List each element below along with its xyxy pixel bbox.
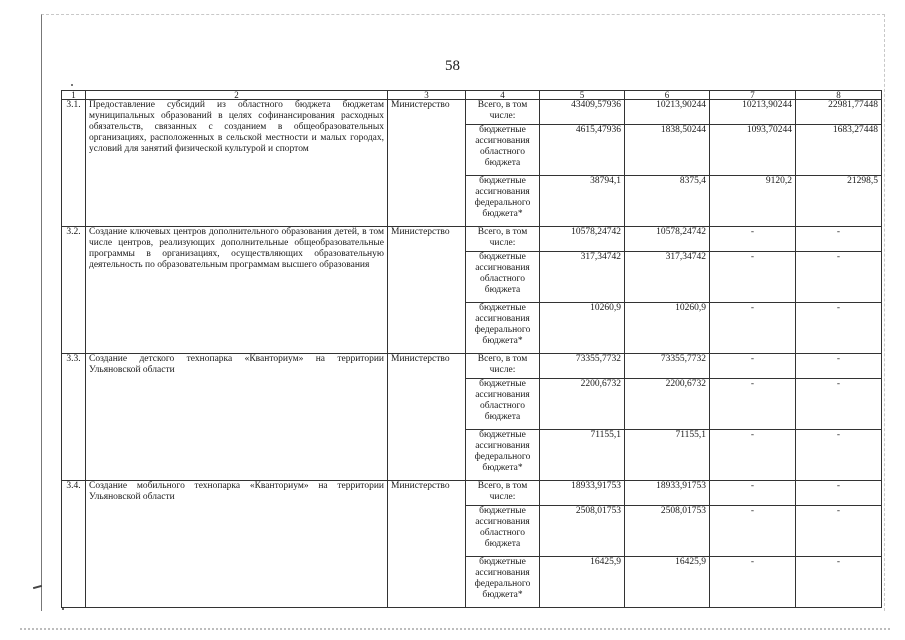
column-number: 3 xyxy=(388,91,466,100)
column-number: 8 xyxy=(796,91,882,100)
table-row xyxy=(62,100,882,125)
funding-amount-c7: - xyxy=(710,252,796,303)
funding-amount-c7: - xyxy=(710,354,796,379)
item-description: Создание детского технопарка «Кванториум» на территории Ульяновской области xyxy=(86,354,388,481)
funding-source-label: бюджетные ассигнования областного бюджета xyxy=(466,252,540,303)
funding-amount-c5: 73355,7732 xyxy=(540,354,625,379)
item-number: 3.4. xyxy=(62,481,86,608)
funding-amount-c5: 317,34742 xyxy=(540,252,625,303)
funding-amount-c7: 9120,2 xyxy=(710,176,796,227)
funding-amount-c6: 18933,91753 xyxy=(625,481,710,506)
table-row xyxy=(62,354,882,379)
funding-amount-c5: 18933,91753 xyxy=(540,481,625,506)
funding-amount-c6: 71155,1 xyxy=(625,430,710,481)
scan-artifact-line xyxy=(20,628,890,630)
item-responsible: Министерство xyxy=(388,481,466,608)
item-description: Предоставление субсидий из областного бюджета бюджетам муниципальных образований в целях софинансирования расходных обязательств, связанных с созданием в общеобразовательных организациях, расположенных в сельской местности и малых городах, условий для занятий физической культурой и спортом xyxy=(86,100,388,227)
column-number: 4 xyxy=(466,91,540,100)
funding-source-label: бюджетные ассигнования областного бюджета xyxy=(466,506,540,557)
funding-source-label: Всего, в том числе: xyxy=(466,481,540,506)
funding-amount-c7: - xyxy=(710,481,796,506)
funding-amount-c8: 21298,5 xyxy=(796,176,882,227)
funding-source-label: бюджетные ассигнования федерального бюджета* xyxy=(466,176,540,227)
funding-amount-c7: 1093,70244 xyxy=(710,125,796,176)
column-number: 1 xyxy=(62,91,86,100)
funding-amount-c8: - xyxy=(796,481,882,506)
funding-amount-c8: 22981,77448 xyxy=(796,100,882,125)
table-row xyxy=(62,227,882,252)
funding-amount-c5: 10260,9 xyxy=(540,303,625,354)
column-number-row xyxy=(62,91,882,100)
item-responsible: Министерство xyxy=(388,227,466,354)
funding-amount-c8: - xyxy=(796,506,882,557)
item-number: 3.3. xyxy=(62,354,86,481)
funding-amount-c6: 2508,01753 xyxy=(625,506,710,557)
funding-amount-c7: - xyxy=(710,557,796,608)
funding-amount-c7: - xyxy=(710,430,796,481)
funding-amount-c6: 2200,6732 xyxy=(625,379,710,430)
funding-amount-c8: - xyxy=(796,252,882,303)
funding-amount-c7: - xyxy=(710,379,796,430)
item-number: 3.2. xyxy=(62,227,86,354)
funding-source-label: Всего, в том числе: xyxy=(466,100,540,125)
funding-amount-c8: - xyxy=(796,227,882,252)
funding-source-label: Всего, в том числе: xyxy=(466,354,540,379)
funding-amount-c6: 10260,9 xyxy=(625,303,710,354)
column-number: 7 xyxy=(710,91,796,100)
column-number: 2 xyxy=(86,91,388,100)
funding-source-label: бюджетные ассигнования федерального бюджета* xyxy=(466,303,540,354)
funding-amount-c6: 8375,4 xyxy=(625,176,710,227)
page-number: 58 xyxy=(445,58,460,74)
funding-amount-c6: 1838,50244 xyxy=(625,125,710,176)
item-number: 3.1. xyxy=(62,100,86,227)
item-description: Создание ключевых центров дополнительного образования детей, в том числе центров, реализующих дополнительные общеобразовательные программы в организациях, осуществляющих образовательную деятельность по образовательным программам высшего образования xyxy=(86,227,388,354)
funding-amount-c5: 43409,57936 xyxy=(540,100,625,125)
funding-amount-c8: - xyxy=(796,354,882,379)
funding-amount-c6: 10213,90244 xyxy=(625,100,710,125)
funding-amount-c7: 10213,90244 xyxy=(710,100,796,125)
funding-amount-c8: - xyxy=(796,557,882,608)
funding-source-label: бюджетные ассигнования федерального бюджета* xyxy=(466,557,540,608)
funding-amount-c7: - xyxy=(710,303,796,354)
funding-amount-c5: 71155,1 xyxy=(540,430,625,481)
funding-source-label: Всего, в том числе: xyxy=(466,227,540,252)
funding-amount-c5: 38794,1 xyxy=(540,176,625,227)
item-description: Создание мобильного технопарка «Кванториум» на территории Ульяновской области xyxy=(86,481,388,608)
funding-amount-c5: 2200,6732 xyxy=(540,379,625,430)
item-responsible: Министерство xyxy=(388,354,466,481)
funding-source-label: бюджетные ассигнования областного бюджета xyxy=(466,125,540,176)
table-row xyxy=(62,481,882,506)
funding-amount-c7: - xyxy=(710,506,796,557)
funding-amount-c5: 2508,01753 xyxy=(540,506,625,557)
funding-amount-c5: 4615,47936 xyxy=(540,125,625,176)
budget-table xyxy=(61,90,882,608)
funding-amount-c6: 73355,7732 xyxy=(625,354,710,379)
scan-dot xyxy=(62,608,64,610)
item-responsible: Министерство xyxy=(388,100,466,227)
column-number: 6 xyxy=(625,91,710,100)
column-number: 5 xyxy=(540,91,625,100)
funding-amount-c6: 317,34742 xyxy=(625,252,710,303)
funding-amount-c6: 10578,24742 xyxy=(625,227,710,252)
funding-amount-c6: 16425,9 xyxy=(625,557,710,608)
funding-amount-c8: - xyxy=(796,303,882,354)
funding-amount-c8: 1683,27448 xyxy=(796,125,882,176)
funding-amount-c5: 10578,24742 xyxy=(540,227,625,252)
funding-amount-c8: - xyxy=(796,430,882,481)
funding-source-label: бюджетные ассигнования областного бюджета xyxy=(466,379,540,430)
funding-amount-c7: - xyxy=(710,227,796,252)
scan-dot xyxy=(71,84,73,86)
funding-source-label: бюджетные ассигнования федерального бюджета* xyxy=(466,430,540,481)
funding-amount-c5: 16425,9 xyxy=(540,557,625,608)
funding-amount-c8: - xyxy=(796,379,882,430)
